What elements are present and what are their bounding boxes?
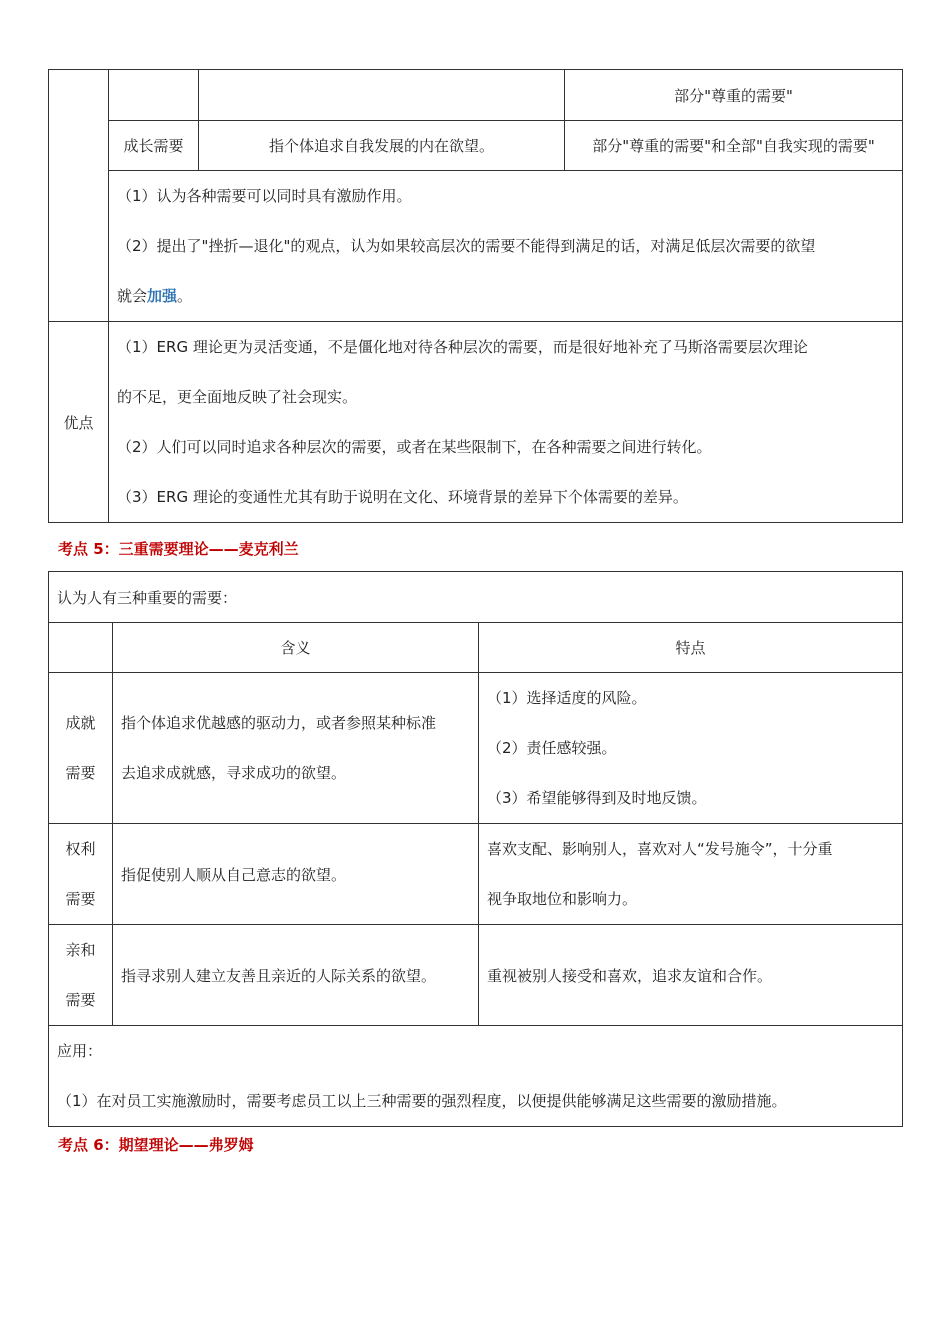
feature-line-2: 视争取地位和影响力。 [487, 890, 638, 908]
table-row [49, 322, 903, 523]
feature-line-1: （1）认为各种需要可以同时具有激励作用。 [117, 187, 412, 205]
application-line-1: （1）在对员工实施激励时，需要考虑员工以上三种需要的强烈程度，以便提供能够满足这些需要的激励措施。 [57, 1092, 787, 1110]
respect-meaning-cell [199, 70, 565, 121]
advantages-cell [109, 322, 903, 523]
need-meaning-power: 指促使别人顺从自己意志的欲望。 [113, 824, 479, 925]
highlight-text: 加强 [147, 287, 178, 305]
three-needs-table [48, 571, 903, 1127]
respect-mapping-cell: 部分"尊重的需要" [565, 70, 903, 121]
need-feature-affiliation: 重视被别人接受和喜欢，追求友谊和合作。 [479, 925, 903, 1026]
erg-table [48, 69, 903, 523]
table-row [49, 673, 903, 824]
need-label-line-1: 亲和 [65, 941, 96, 959]
feature-line-3 [117, 271, 894, 321]
intro-cell: 认为人有三种重要的需要： [49, 572, 903, 623]
table-row [49, 572, 903, 623]
growth-label-cell: 成长需要 [109, 121, 199, 171]
growth-meaning-cell: 指个体追求自我发展的内在欲望。 [199, 121, 565, 171]
features-cell [109, 171, 903, 322]
feature-line-3-after: 。 [177, 287, 193, 305]
growth-mapping-cell: 部分"尊重的需要"和全部"自我实现的需要" [565, 121, 903, 171]
feature-item-3: （3）希望能够得到及时地反馈。 [487, 789, 707, 807]
table-row [49, 824, 903, 925]
feature-item-2: （2）责任感较强。 [487, 739, 617, 757]
section5-heading: 考点 5：三重需要理论——麦克利兰 [58, 540, 299, 558]
need-label-affiliation [49, 925, 113, 1026]
advantage-line-1: （1）ERG 理论更为灵活变通，不是僵化地对待各种层次的需要，而是很好地补充了马斯洛需要层次理论 [117, 338, 808, 356]
need-meaning-affiliation: 指寻求别人建立友善且亲近的人际关系的欲望。 [113, 925, 479, 1026]
meaning-line-1: 指个体追求优越感的驱动力，或者参照某种标准 [121, 714, 437, 732]
feature-line-3-before: 就会 [117, 287, 148, 305]
feature-line-2: （2）提出了"挫折—退化"的观点，认为如果较高层次的需要不能得到满足的话，对满足低层次需要的欲望 [117, 237, 816, 255]
header-feature: 特点 [479, 623, 903, 673]
advantages-label: 优点 [49, 322, 109, 523]
need-feature-achievement [479, 673, 903, 824]
table-row [49, 1026, 903, 1127]
table-row [49, 171, 903, 322]
table-row [49, 121, 903, 171]
meaning-line-2: 去追求成就感，寻求成功的欲望。 [121, 764, 347, 782]
header-meaning: 含义 [113, 623, 479, 673]
need-label-achievement [49, 673, 113, 824]
section6-heading: 考点 6：期望理论——弗罗姆 [58, 1136, 254, 1154]
need-meaning-achievement [113, 673, 479, 824]
erg-left-empty-cell [49, 70, 109, 322]
need-label-power [49, 824, 113, 925]
need-label-line-1: 权利 [65, 840, 96, 858]
application-cell [49, 1026, 903, 1127]
need-label-line-2: 需要 [65, 991, 96, 1009]
table-row [49, 70, 903, 121]
advantage-line-1b: 的不足，更全面地反映了社会现实。 [117, 388, 358, 406]
need-label-line-1: 成就 [65, 714, 96, 732]
advantage-line-3: （3）ERG 理论的变通性尤其有助于说明在文化、环境背景的差异下个体需要的差异。 [117, 488, 688, 506]
respect-label-cell [109, 70, 199, 121]
need-label-line-2: 需要 [65, 764, 96, 782]
advantage-line-2: （2）人们可以同时追求各种层次的需要，或者在某些限制下，在各种需要之间进行转化。 [117, 438, 712, 456]
header-empty [49, 623, 113, 673]
need-feature-power [479, 824, 903, 925]
table-row [49, 925, 903, 1026]
application-label: 应用： [57, 1042, 103, 1060]
feature-item-1: （1）选择适度的风险。 [487, 689, 647, 707]
feature-line-1: 喜欢支配、影响别人，喜欢对人“发号施令”，十分重 [487, 840, 833, 858]
need-label-line-2: 需要 [65, 890, 96, 908]
table-header-row [49, 623, 903, 673]
